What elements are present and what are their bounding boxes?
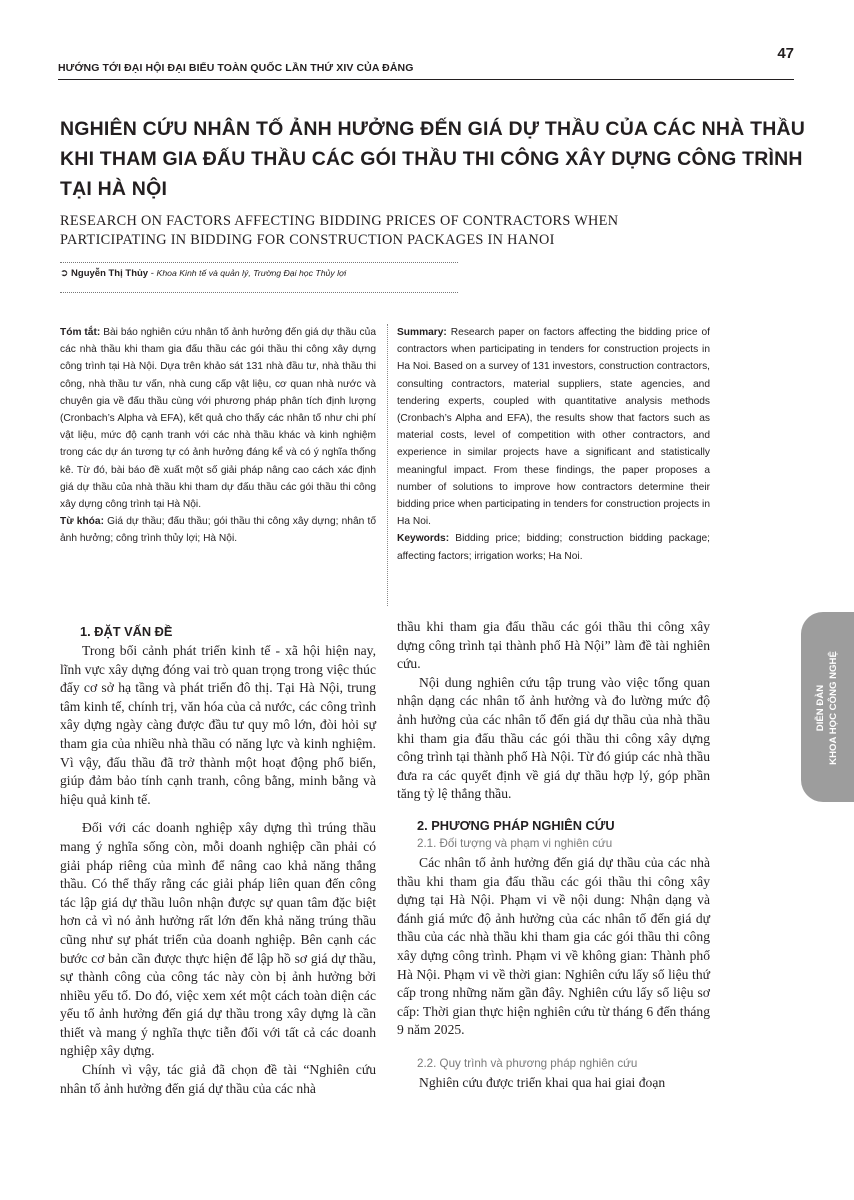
author-line: [60, 268, 346, 279]
section-1-heading: 1. ĐẶT VẤN ĐỀ: [80, 624, 173, 639]
paragraph: Nghiên cứu được triển khai qua hai giai đoạn: [419, 1074, 666, 1090]
page-number: 47: [777, 45, 794, 62]
paragraph: Các nhân tố ảnh hưởng đến giá dự thầu của các nhà thầu khi tham gia đấu thầu các gói thầu thi công xây dựng tại Hà Nội. Phạm vi về nội dung: Nhận dạng và đánh giá mức độ ảnh hưởng của các nhân tố đến giá dự thầu của các nhà thầu khi tham gia các gói thầu thi công xây dựng công trình. Phạm vi về không gian: Thành phố Hà Nội. Phạm vi về thời gian: Nghiên cứu lấy số liệu thứ cấp trong những năm gần đây. Nghiên cứu lấy số liệu sơ cấp: Thời gian thực hiện nghiên cứu từ tháng 6 đến tháng 9 năm 2025.: [397, 854, 710, 1038]
paragraph: Nội dung nghiên cứu tập trung vào việc tổng quan nhận dạng các nhân tố ảnh hưởng và đo lường mức độ ảnh hưởng của các nhân tố đến giá dự thầu của nhà thầu khi tham gia đấu thầu các gói thầu thi công xây dựng công trình tại thành phố Hà Nội. Từ đó giúp các nhà thầu đưa ra các quyết định về giá dự thầu hợp lý, góp phần tăng tỷ lệ thắng thầu.: [397, 674, 710, 802]
subsection-2-2-heading: 2.2. Quy trình và phương pháp nghiên cứu: [417, 1056, 638, 1070]
abstract-vietnamese: [60, 324, 376, 548]
abstract-en-body: [397, 324, 710, 530]
title-en-line: PARTICIPATING IN BIDDING FOR CONSTRUCTION PACKAGES IN HANOI: [60, 232, 555, 248]
title-vietnamese: [60, 114, 806, 204]
section-2-heading: 2. PHƯƠNG PHÁP NGHIÊN CỨU: [417, 817, 615, 833]
author-separator: -: [148, 268, 157, 279]
title-english: [60, 212, 780, 250]
keywords-vn: [60, 513, 376, 547]
subsection-2-1-heading: 2.1. Đối tượng và phạm vi nghiên cứu: [417, 836, 613, 850]
side-tab-line-2: KHOA HỌC CÔNG NGHỆ: [828, 651, 839, 765]
abstract-divider: [387, 324, 388, 606]
abstract-en-label: Summary:: [397, 327, 447, 338]
header-rule: [58, 79, 794, 80]
abstract-english: [397, 324, 710, 565]
paragraph: Chính vì vậy, tác giả đã chọn đề tài “Nghiên cứu nhân tố ảnh hưởng đến giá dự thầu của các nhà: [60, 1062, 376, 1096]
running-header: HƯỚNG TỚI ĐẠI HỘI ĐẠI BIỂU TOÀN QUỐC LẦN THỨ XIV CỦA ĐẢNG: [58, 62, 414, 74]
author-affiliation: Khoa Kinh tế và quản lý, Trường Đại học Thủy lợi: [156, 268, 347, 278]
title-en-line: RESEARCH ON FACTORS AFFECTING BIDDING PRICES OF CONTRACTORS WHEN: [60, 213, 619, 229]
side-tab-label: [814, 651, 840, 765]
body-column-left: [60, 618, 376, 1098]
body-column-right: [397, 618, 710, 1092]
keywords-vn-label: Từ khóa:: [60, 516, 104, 528]
keywords-en-text: Bidding price; bidding; construction bidding package; affecting factors; irrigation works; Ha Noi.: [397, 533, 710, 562]
divider-top: [60, 262, 458, 263]
side-tab-line-1: DIỄN ĐÀN: [815, 684, 826, 732]
title-vn-line: KHI THAM GIA ĐẤU THẦU CÁC GÓI THẦU THI CÔNG XÂY DỰNG CÔNG TRÌNH: [60, 148, 803, 170]
abstract-vn-label: Tóm tắt:: [60, 327, 101, 338]
author-name: Nguyễn Thị Thủy: [71, 268, 149, 279]
abstract-vn-body: [60, 324, 376, 513]
abstract-en-text: Research paper on factors affecting the bidding price of contractors when participating in tenders for construction projects in Ha Noi. Based on a survey of 131 investors, construction contractors, consulting contractors, material suppliers, state agencies, and tendering experts, coupled with quantitative analysis methods (Cronbach’s Alpha and EFA), the results show that factors such as material costs, level of competition with other contractors, and experience in similar projects have a significant and statistically meaningful impact. From these findings, the paper proposes a number of solutions to improve how contractors determine their bidding price when participating in tenders for construction projects in Ha Noi.: [397, 327, 710, 528]
paragraph: Đối với các doanh nghiệp xây dựng thì trúng thầu mang ý nghĩa sống còn, mỗi doanh nghiệp cần phải có giải pháp riêng của mình để nâng cao khả năng thắng thầu. Có thể thấy rằng các giải pháp liên quan đến công tác lập giá dự thầu luôn nhận được sự quan tâm đặc biệt hơn cả vì nó ảnh hưởng rất lớn đến khả năng trúng thầu cũng như sự phát triển của doanh nghiệp. Bên cạnh các bước cơ bản cần được thực hiện để lập hồ sơ giá dự thầu, sự thành công của công tác này còn bị ảnh hưởng bởi nhiều yếu tố. Do đó, việc xem xét một cách toàn diện các yếu tố ảnh hưởng đến giá dự thầu trong xây dựng là cần thiết và mang ý nghĩa thực tiễn đối với tất cả các doanh nghiệp xây dựng.: [60, 820, 376, 1059]
paragraph: Trong bối cảnh phát triển kinh tế - xã hội hiện nay, lĩnh vực xây dựng đóng vai trò quan trọng trong việc thúc đẩy cơ sở hạ tầng và phát triển đô thị. Tại Hà Nội, trung tâm kinh tế, chính trị, văn hóa của cả nước, các công trình xây dựng ngày càng được đầu tư quy mô lớn, đòi hỏi sự tham gia của nhiều nhà thầu có năng lực và kinh nghiệm. Vì vậy, đấu thầu đã trở thành một hoạt động phổ biến, giúp đảm bảo tính cạnh tranh, công bằng, minh bằng và hiệu quả kinh tế.: [60, 643, 376, 807]
keywords-en-label: Keywords:: [397, 533, 450, 545]
keywords-vn-text: Giá dự thầu; đấu thầu; gói thầu thi công xây dựng; nhân tố ảnh hưởng; công trình thủy lợi; Hà Nội.: [60, 516, 376, 545]
keywords-en: [397, 530, 710, 564]
title-vn-line: TẠI HÀ NỘI: [60, 178, 168, 200]
abstract-vn-text: Bài báo nghiên cứu nhân tố ảnh hưởng đến giá dự thầu của các nhà thầu khi tham gia đấu thầu các gói thầu thi công xây dựng công trình tại Hà Nội. Dựa trên khảo sát 131 nhà đầu tư, nhà thầu thi công, nhà thầu tư vấn, nhà cung cấp vật liệu, cơ quan nhà nước và chuyên gia về đấu thầu cùng với phương pháp phân tích định lượng (Cronbach’s Alpha và EFA), kết quả cho thấy các nhân tố như chi phí vật liệu, mức độ cạnh tranh với các nhà thầu khác và kinh nghiệm trong các dự án tương tự có ảnh hưởng đáng kể và có ý nghĩa thống kê. Từ đó, bài báo đề xuất một số giải pháp nâng cao cách xác định giá dự thầu của nhà thầu khi tham dự đấu thầu các gói thầu thi công xây dựng công trình tại Hà Nội.: [60, 327, 376, 511]
arrow-icon: ➲: [60, 268, 69, 279]
divider-bottom: [60, 292, 458, 293]
title-vn-line: NGHIÊN CỨU NHÂN TỐ ẢNH HƯỞNG ĐẾN GIÁ DỰ THẦU CỦA CÁC NHÀ THẦU: [60, 118, 806, 140]
paragraph-continuation: thầu khi tham gia đấu thầu các gói thầu thi công xây dựng công trình tại thành phố Hà Nội” làm đề tài nghiên cứu.: [397, 619, 710, 672]
